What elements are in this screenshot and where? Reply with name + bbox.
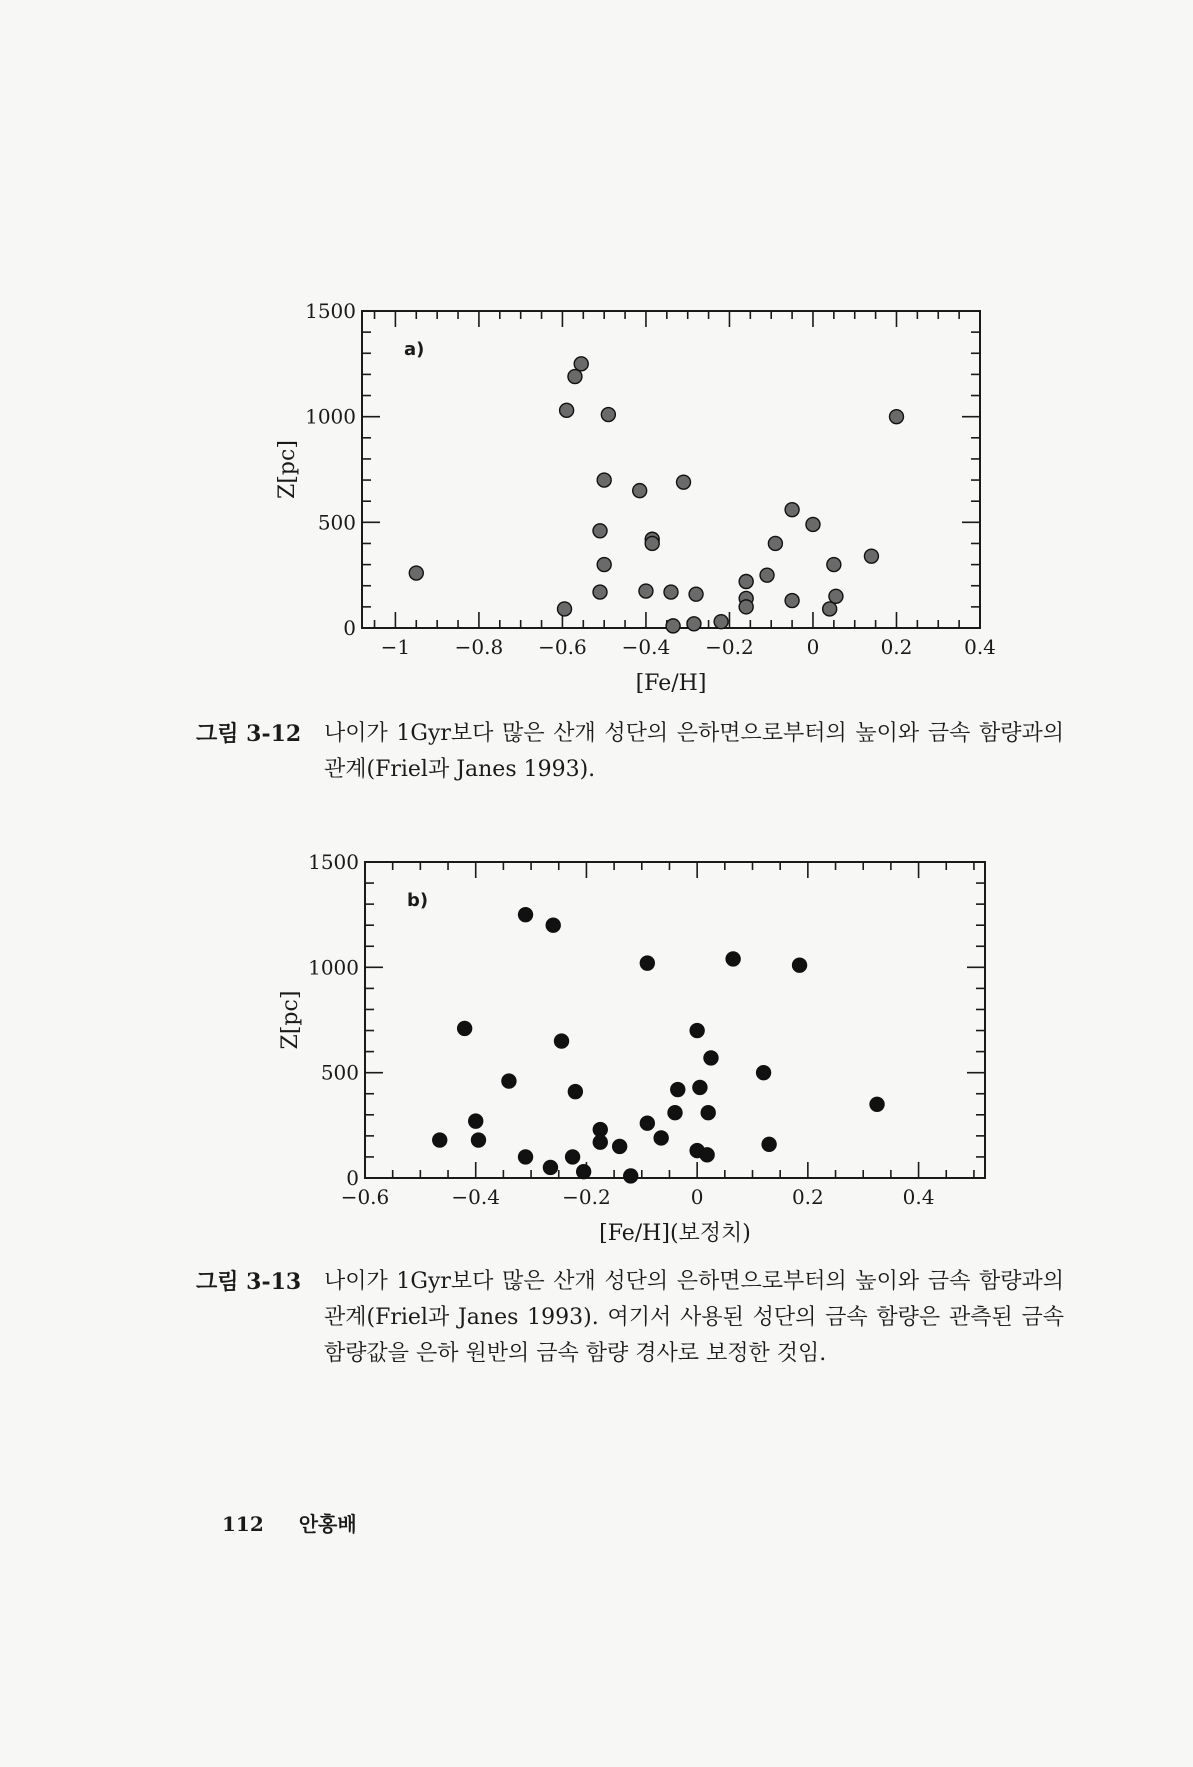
data-point — [640, 956, 654, 970]
data-point — [687, 617, 701, 631]
data-point — [640, 1116, 654, 1130]
data-point — [762, 1137, 776, 1151]
data-point — [469, 1114, 483, 1128]
data-point — [593, 1123, 607, 1137]
x-tick-label: −0.8 — [454, 635, 504, 659]
data-point — [827, 558, 841, 572]
data-point — [633, 484, 647, 498]
y-tick-label: 500 — [317, 510, 356, 535]
data-point — [806, 517, 820, 531]
data-point — [568, 1085, 582, 1099]
data-point — [726, 952, 740, 966]
data-point — [671, 1083, 685, 1097]
caption-text: 나이가 1Gyr보다 많은 산개 성단의 은하면으로부터의 높이와 금속 함량과의 관계(Friel과 Janes 1993). — [324, 721, 1064, 782]
data-point — [566, 1150, 580, 1164]
plot-frame — [365, 862, 985, 1178]
y-tick-label: 0 — [343, 616, 356, 640]
x-tick-label: 0.4 — [964, 635, 996, 659]
data-point — [574, 357, 588, 371]
data-point — [593, 524, 607, 538]
data-point — [889, 410, 903, 424]
caption-figure-3-13 — [196, 1264, 1086, 1414]
data-point — [693, 1080, 707, 1094]
y-axis-title: Z[pc] — [275, 440, 300, 499]
data-point — [543, 1160, 557, 1174]
data-point — [829, 589, 843, 603]
data-point — [739, 600, 753, 614]
y-axis-title: Z[pc] — [278, 990, 303, 1050]
data-point — [558, 602, 572, 616]
x-tick-label: 0 — [806, 635, 820, 659]
x-tick-label: 0.2 — [791, 1185, 824, 1209]
page-footer — [222, 1508, 385, 1537]
data-point — [593, 585, 607, 599]
data-point — [458, 1021, 472, 1035]
caption-text: 나이가 1Gyr보다 많은 산개 성단의 은하면으로부터의 높이와 금속 함량과의 관계(Friel과 Janes 1993). 여기서 사용된 성단의 금속 함량은 관측된 금속 함량값을 은하 원반의 금속 함량 경사로 보정한 것임. — [324, 1269, 1064, 1366]
x-tick-label: −1 — [380, 635, 411, 659]
data-point — [864, 549, 878, 563]
x-tick-label: 0 — [690, 1185, 704, 1209]
data-point — [639, 584, 653, 598]
data-point — [593, 1135, 607, 1149]
y-tick-label: 1000 — [308, 955, 359, 980]
data-point — [823, 602, 837, 616]
y-tick-label: 1500 — [305, 299, 356, 323]
panel-label: a) — [404, 339, 425, 360]
x-tick-label: 0.4 — [902, 1185, 935, 1209]
data-point — [870, 1097, 884, 1111]
data-point — [793, 958, 807, 972]
scatter-chart-a — [275, 299, 996, 696]
data-point — [654, 1131, 668, 1145]
data-point — [613, 1139, 627, 1153]
data-point — [645, 536, 659, 550]
data-point — [785, 594, 799, 608]
data-point — [409, 566, 423, 580]
data-point — [704, 1051, 718, 1065]
x-tick-label: −0.4 — [621, 635, 671, 659]
page-number: 112 — [222, 1512, 264, 1536]
data-point — [624, 1169, 638, 1183]
y-tick-label: 500 — [320, 1060, 359, 1085]
data-point — [760, 568, 774, 582]
x-tick-label: −0.6 — [340, 1185, 390, 1209]
data-point — [597, 473, 611, 487]
x-axis-title: [Fe/H](보정치) — [599, 1221, 751, 1246]
data-point — [597, 558, 611, 572]
data-point — [502, 1074, 516, 1088]
data-point — [700, 1148, 714, 1162]
plot-frame — [362, 311, 980, 628]
caption-label: 그림 3-12 — [196, 721, 302, 747]
data-point — [519, 908, 533, 922]
x-tick-label: −0.2 — [705, 635, 754, 659]
data-point — [471, 1133, 485, 1147]
data-point — [601, 408, 615, 422]
y-tick-label: 0 — [346, 1166, 359, 1190]
data-point — [677, 475, 691, 489]
caption-figure-3-12 — [196, 716, 1086, 796]
caption-label: 그림 3-13 — [196, 1269, 302, 1295]
data-point — [577, 1165, 591, 1179]
panel-label: b) — [407, 890, 429, 911]
data-point — [666, 619, 680, 633]
data-point — [690, 1024, 704, 1038]
data-point — [701, 1106, 715, 1120]
scatter-chart-b — [278, 850, 985, 1246]
x-axis-title: [Fe/H] — [635, 671, 707, 696]
data-point — [560, 403, 574, 417]
data-point — [739, 575, 753, 589]
x-tick-label: −0.2 — [562, 1185, 611, 1209]
data-point — [664, 585, 678, 599]
data-point — [785, 503, 799, 517]
y-tick-label: 1500 — [308, 850, 359, 874]
data-point — [668, 1106, 682, 1120]
data-point — [757, 1066, 771, 1080]
data-point — [714, 615, 728, 629]
x-tick-label: −0.4 — [451, 1185, 501, 1209]
data-point — [433, 1133, 447, 1147]
data-point — [546, 918, 560, 932]
data-point — [689, 587, 703, 601]
data-point — [555, 1034, 569, 1048]
x-tick-label: 0.2 — [880, 635, 913, 659]
x-tick-label: −0.6 — [538, 635, 587, 659]
data-point — [519, 1150, 533, 1164]
data-point — [768, 536, 782, 550]
data-point — [568, 370, 582, 384]
author-name: 안홍배 — [298, 1512, 357, 1536]
y-tick-label: 1000 — [305, 404, 356, 429]
